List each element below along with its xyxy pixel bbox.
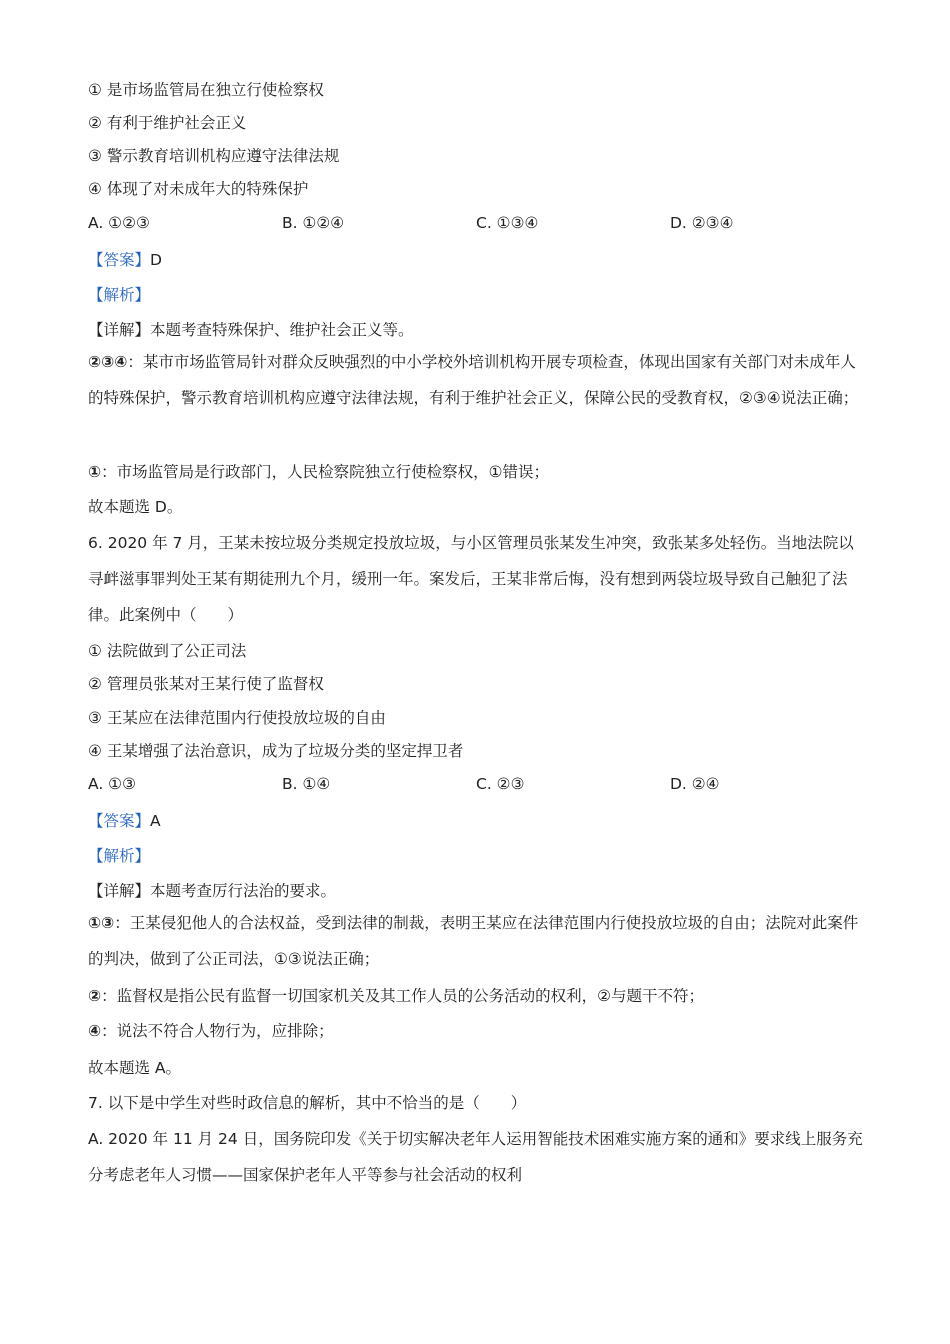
- q6-analysis-tag: 【解析】: [88, 847, 151, 865]
- explanation-key: ②: [88, 987, 102, 1005]
- q6-option-c: C. ②③: [476, 775, 525, 793]
- q6-conclusion: 故本题选 A。: [88, 1059, 182, 1077]
- q6-statement-3: ③ 王某应在法律范围内行使投放垃圾的自由: [88, 709, 386, 727]
- q6-option-a: A. ①③: [88, 775, 136, 793]
- q5-conclusion: 故本题选 D。: [88, 498, 183, 516]
- explanation-text: ：说法不符合人物行为，应排除；: [101, 1022, 334, 1040]
- q7-stem: 7. 以下是中学生对些时政信息的解析，其中不恰当的是（ ）: [88, 1094, 527, 1112]
- q5-analysis-tag: 【解析】: [88, 286, 151, 304]
- q6-explanation-2: [88, 986, 704, 1006]
- explanation-key: ④: [88, 1022, 102, 1040]
- q6-statement-1: ① 法院做到了公正司法: [88, 642, 247, 660]
- q5-statement-2: ② 有利于维护社会正义: [88, 114, 247, 132]
- q6-statement-2: ② 管理员张某对王某行使了监督权: [88, 675, 324, 693]
- q5-option-a: A. ①②③: [88, 214, 150, 232]
- q5-options: [88, 213, 864, 233]
- q6-answer: [88, 811, 161, 831]
- answer-value: D: [150, 251, 162, 269]
- explanation-key: ②③④: [88, 353, 128, 371]
- explanation-key: ①③: [88, 914, 115, 932]
- q5-option-d: D. ②③④: [670, 214, 734, 232]
- explanation-text: ：市场监管局是行政部门，人民检察院独立行使检察权，①错误；: [101, 463, 550, 481]
- q5-answer: [88, 250, 162, 270]
- q6-statement-4: ④ 王某增强了法治意识，成为了垃圾分类的坚定捍卫者: [88, 742, 464, 760]
- q5-explanation-2: [88, 462, 549, 482]
- q5-statement-1: ① 是市场监管局在独立行使检察权: [88, 81, 324, 99]
- q5-detail: 【详解】本题考查特殊保护、维护社会正义等。: [88, 321, 414, 339]
- q5-option-c: C. ①③④: [476, 214, 539, 232]
- q5-option-b: B. ①②④: [282, 214, 345, 232]
- explanation-text: ：某市市场监管局针对群众反映强烈的中小学校外培训机构开展专项检查，体现出国家有关部门对未成年人的特殊保护，警示教育培训机构应遵守法律法规，有利于维护社会正义，保障公民的受教育权，②③④说法正确；: [88, 353, 859, 407]
- q6-options: [88, 774, 864, 794]
- answer-tag: 【答案】: [88, 251, 151, 269]
- q6-option-b: B. ①④: [282, 775, 331, 793]
- q6-detail: 【详解】本题考查厉行法治的要求。: [88, 882, 337, 900]
- q6-stem: 6. 2020 年 7 月，王某未按垃圾分类规定投放垃圾，与小区管理员张某发生冲突，致张某多处轻伤。当地法院以寻衅滋事罪判处王某有期徒刑九个月，缓刑一年。案发后，王某非常后悔，没有想到两袋垃圾导致自己触犯了法律。此案例中（ ）: [88, 534, 854, 624]
- q5-statement-4: ④ 体现了对未成年大的特殊保护: [88, 180, 309, 198]
- q6-explanation-1: [88, 905, 868, 977]
- answer-value: A: [150, 812, 161, 830]
- q7-option-a: A. 2020 年 11 月 24 日，国务院印发《关于切实解决老年人运用智能技术困难实施方案的通和》要求线上服务充分考虑老年人习惯——国家保护老年人平等参与社会活动的权利: [88, 1130, 863, 1184]
- q6-explanation-3: [88, 1021, 334, 1041]
- explanation-text: ：王某侵犯他人的合法权益，受到法律的制裁，表明王某应在法律范围内行使投放垃圾的自由；法院对此案件的判决，做到了公正司法，①③说法正确；: [88, 914, 859, 968]
- explanation-key: ①: [88, 463, 102, 481]
- explanation-text: ：监督权是指公民有监督一切国家机关及其工作人员的公务活动的权利，②与题干不符；: [101, 987, 705, 1005]
- q6-option-d: D. ②④: [670, 775, 720, 793]
- q5-explanation-1: [88, 344, 868, 416]
- answer-tag: 【答案】: [88, 812, 151, 830]
- q5-statement-3: ③ 警示教育培训机构应遵守法律法规: [88, 147, 340, 165]
